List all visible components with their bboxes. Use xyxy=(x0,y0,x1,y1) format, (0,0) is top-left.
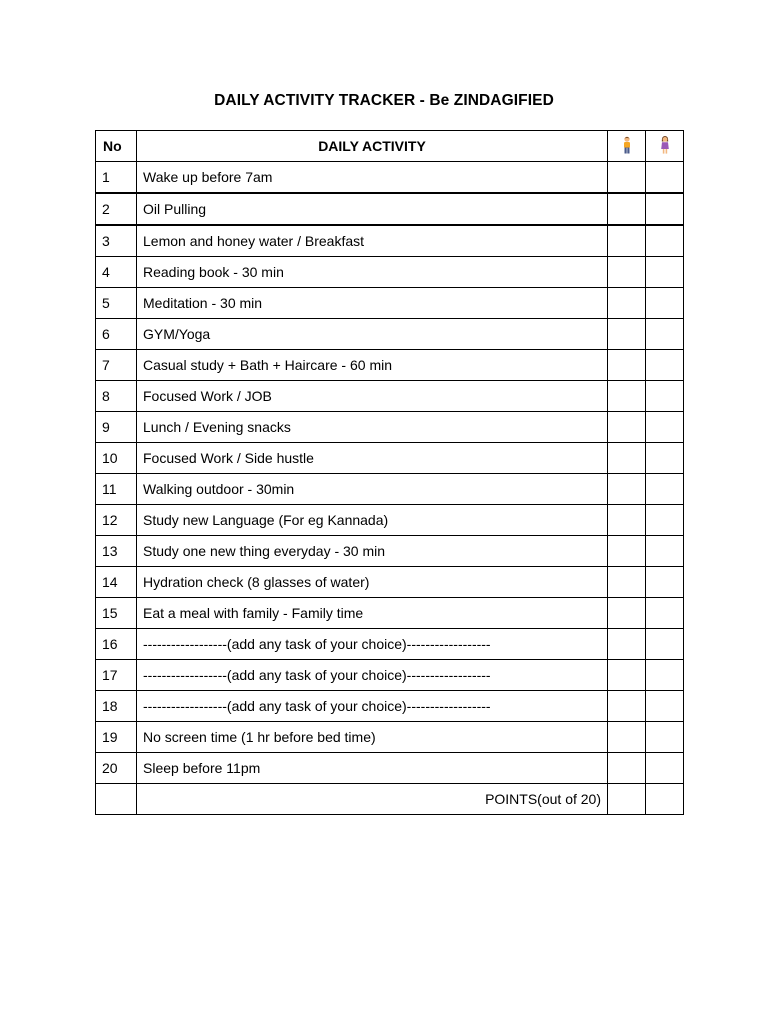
woman-checkbox-cell[interactable] xyxy=(646,691,684,722)
row-activity: Study one new thing everyday - 30 min xyxy=(137,536,608,567)
row-number: 10 xyxy=(96,443,137,474)
row-number: 16 xyxy=(96,629,137,660)
row-number: 5 xyxy=(96,288,137,319)
row-activity: Eat a meal with family - Family time xyxy=(137,598,608,629)
woman-checkbox-cell[interactable] xyxy=(646,350,684,381)
row-activity: Sleep before 11pm xyxy=(137,753,608,784)
woman-checkbox-cell[interactable] xyxy=(646,257,684,288)
row-activity: Wake up before 7am xyxy=(137,162,608,194)
document-title: DAILY ACTIVITY TRACKER - Be ZINDAGIFIED xyxy=(214,92,554,109)
points-woman-cell[interactable] xyxy=(646,784,684,815)
man-checkbox-cell[interactable] xyxy=(608,162,646,194)
man-checkbox-cell[interactable] xyxy=(608,722,646,753)
table-row xyxy=(96,162,684,194)
woman-checkbox-cell[interactable] xyxy=(646,319,684,350)
table-row xyxy=(96,225,684,257)
row-activity: Oil Pulling xyxy=(137,193,608,225)
woman-checkbox-cell[interactable] xyxy=(646,753,684,784)
table-row xyxy=(96,193,684,225)
table-row xyxy=(96,350,684,381)
row-activity: GYM/Yoga xyxy=(137,319,608,350)
table-row xyxy=(96,567,684,598)
row-activity: ------------------(add any task of your choice)------------------ xyxy=(137,629,608,660)
woman-checkbox-cell[interactable] xyxy=(646,225,684,257)
row-activity: Reading book - 30 min xyxy=(137,257,608,288)
man-checkbox-cell[interactable] xyxy=(608,443,646,474)
woman-checkbox-cell[interactable] xyxy=(646,474,684,505)
row-number: 9 xyxy=(96,412,137,443)
man-emoji-icon xyxy=(622,136,632,157)
row-activity: Meditation - 30 min xyxy=(137,288,608,319)
table-row xyxy=(96,257,684,288)
man-checkbox-cell[interactable] xyxy=(608,474,646,505)
header-daily-activity: DAILY ACTIVITY xyxy=(137,131,608,162)
row-number: 1 xyxy=(96,162,137,194)
man-checkbox-cell[interactable] xyxy=(608,629,646,660)
man-checkbox-cell[interactable] xyxy=(608,257,646,288)
table-row xyxy=(96,505,684,536)
woman-checkbox-cell[interactable] xyxy=(646,567,684,598)
row-number: 8 xyxy=(96,381,137,412)
man-checkbox-cell[interactable] xyxy=(608,350,646,381)
activity-tracker-table xyxy=(95,130,684,815)
points-row xyxy=(96,784,684,815)
row-activity: Study new Language (For eg Kannada) xyxy=(137,505,608,536)
row-number: 12 xyxy=(96,505,137,536)
woman-checkbox-cell[interactable] xyxy=(646,412,684,443)
man-checkbox-cell[interactable] xyxy=(608,193,646,225)
man-checkbox-cell[interactable] xyxy=(608,319,646,350)
woman-checkbox-cell[interactable] xyxy=(646,443,684,474)
header-woman-column xyxy=(646,131,684,162)
table-row xyxy=(96,288,684,319)
row-number: 2 xyxy=(96,193,137,225)
row-number: 6 xyxy=(96,319,137,350)
man-checkbox-cell[interactable] xyxy=(608,505,646,536)
header-no: No xyxy=(96,131,137,162)
woman-checkbox-cell[interactable] xyxy=(646,162,684,194)
row-activity: Lunch / Evening snacks xyxy=(137,412,608,443)
woman-emoji-icon xyxy=(660,136,670,157)
row-number: 18 xyxy=(96,691,137,722)
row-number: 19 xyxy=(96,722,137,753)
man-checkbox-cell[interactable] xyxy=(608,753,646,784)
points-no-cell xyxy=(96,784,137,815)
woman-checkbox-cell[interactable] xyxy=(646,598,684,629)
row-activity: Focused Work / JOB xyxy=(137,381,608,412)
row-activity: ------------------(add any task of your choice)------------------ xyxy=(137,691,608,722)
table-row xyxy=(96,536,684,567)
row-activity: Lemon and honey water / Breakfast xyxy=(137,225,608,257)
man-checkbox-cell[interactable] xyxy=(608,412,646,443)
woman-checkbox-cell[interactable] xyxy=(646,193,684,225)
man-checkbox-cell[interactable] xyxy=(608,567,646,598)
row-number: 15 xyxy=(96,598,137,629)
table-row xyxy=(96,691,684,722)
row-activity: Focused Work / Side hustle xyxy=(137,443,608,474)
header-row xyxy=(96,131,684,162)
table-row xyxy=(96,598,684,629)
row-number: 14 xyxy=(96,567,137,598)
man-checkbox-cell[interactable] xyxy=(608,536,646,567)
woman-checkbox-cell[interactable] xyxy=(646,536,684,567)
row-activity: Hydration check (8 glasses of water) xyxy=(137,567,608,598)
man-checkbox-cell[interactable] xyxy=(608,598,646,629)
table-row xyxy=(96,443,684,474)
table-row xyxy=(96,381,684,412)
table-row xyxy=(96,474,684,505)
man-checkbox-cell[interactable] xyxy=(608,288,646,319)
row-activity: Casual study + Bath + Haircare - 60 min xyxy=(137,350,608,381)
row-activity: Walking outdoor - 30min xyxy=(137,474,608,505)
points-label: POINTS(out of 20) xyxy=(137,784,608,815)
row-activity: No screen time (1 hr before bed time) xyxy=(137,722,608,753)
woman-checkbox-cell[interactable] xyxy=(646,288,684,319)
row-number: 11 xyxy=(96,474,137,505)
row-number: 13 xyxy=(96,536,137,567)
table-row xyxy=(96,722,684,753)
row-number: 3 xyxy=(96,225,137,257)
header-man-column xyxy=(608,131,646,162)
table-row xyxy=(96,412,684,443)
row-number: 17 xyxy=(96,660,137,691)
man-checkbox-cell[interactable] xyxy=(608,381,646,412)
woman-checkbox-cell[interactable] xyxy=(646,381,684,412)
man-checkbox-cell[interactable] xyxy=(608,691,646,722)
row-activity: ------------------(add any task of your choice)------------------ xyxy=(137,660,608,691)
row-number: 7 xyxy=(96,350,137,381)
woman-checkbox-cell[interactable] xyxy=(646,629,684,660)
table-row xyxy=(96,753,684,784)
woman-checkbox-cell[interactable] xyxy=(646,722,684,753)
man-checkbox-cell[interactable] xyxy=(608,660,646,691)
man-checkbox-cell[interactable] xyxy=(608,225,646,257)
table-row xyxy=(96,319,684,350)
woman-checkbox-cell[interactable] xyxy=(646,660,684,691)
woman-checkbox-cell[interactable] xyxy=(646,505,684,536)
table-row xyxy=(96,629,684,660)
row-number: 4 xyxy=(96,257,137,288)
table-row xyxy=(96,660,684,691)
row-number: 20 xyxy=(96,753,137,784)
points-man-cell[interactable] xyxy=(608,784,646,815)
